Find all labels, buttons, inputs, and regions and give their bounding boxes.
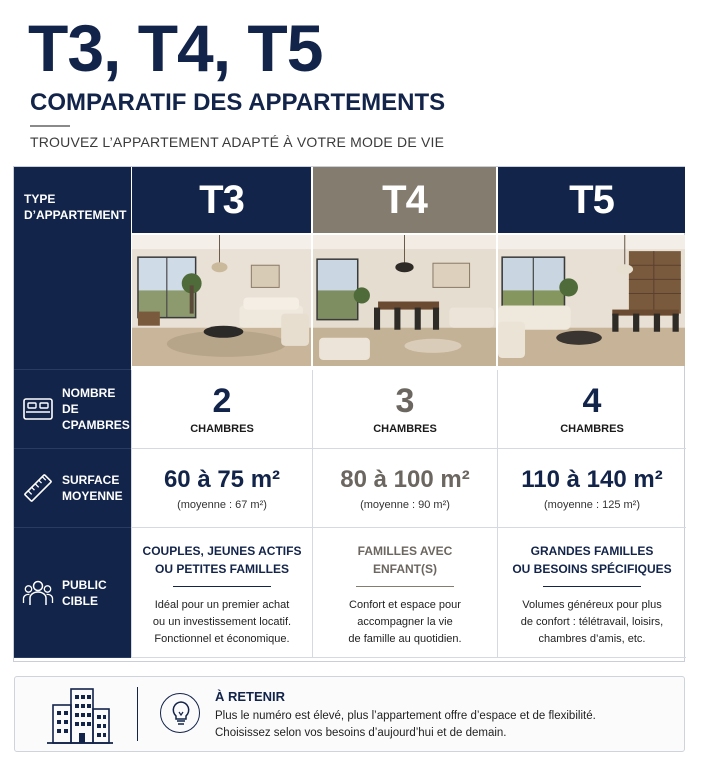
rooms-cell-t5 xyxy=(497,370,686,449)
title-divider xyxy=(30,125,70,127)
bed-icon xyxy=(22,393,54,425)
surface-range: 80 à 100 m² xyxy=(340,466,470,493)
retain-text-line1: Plus le numéro est élevé, plus l’appartement offre d’espace et de flexibilité. xyxy=(215,710,596,722)
audience-title-line1: GRANDES FAMILLES xyxy=(530,544,654,558)
audience-title-line1: FAMILLES AVEC xyxy=(357,544,453,558)
audience-title-line2: OU BESOINS SPÉCIFIQUES xyxy=(512,562,672,576)
audience-desc-line1: Idéal pour un premier achat xyxy=(154,599,290,611)
retain-box xyxy=(14,676,685,752)
surface-average: (moyenne : 90 m²) xyxy=(360,499,450,511)
audience-desc-line3: Fonctionnel et économique. xyxy=(154,633,290,645)
rooms-value: 4 xyxy=(582,382,602,420)
photo-t4 xyxy=(313,235,496,366)
surface-cell-t3 xyxy=(131,449,312,528)
audience-divider xyxy=(356,586,454,587)
surface-range: 60 à 75 m² xyxy=(163,466,281,493)
rooms-label-line1: NOMBRE xyxy=(62,386,116,400)
building-icon xyxy=(45,685,115,745)
audience-cell-t5 xyxy=(497,528,686,658)
rooms-cell-t4 xyxy=(312,370,497,449)
retain-text-line2: Choisissez selon vos besoins d’aujourd’hui et de demain. xyxy=(215,727,507,739)
lightbulb-icon xyxy=(160,693,200,733)
audience-desc-line2: ou un investissement locatif. xyxy=(152,616,292,628)
rooms-unit: CHAMBRES xyxy=(373,423,437,435)
audience-cell-t4 xyxy=(312,528,497,658)
column-header-t3: T3 xyxy=(132,167,311,233)
retain-divider xyxy=(137,687,138,741)
audience-title-line2: ENFANT(S) xyxy=(373,562,437,576)
type-label-line1: TYPE xyxy=(24,192,56,206)
audience-desc-line3: de famille au quotidien. xyxy=(348,633,462,645)
rooms-cell-t3 xyxy=(131,370,312,449)
audience-label-line2: CIBLE xyxy=(62,593,98,608)
photo-t3 xyxy=(132,235,311,366)
audience-desc-line2: accompagner la vie xyxy=(357,616,453,628)
audience-desc-line3: chambres d’amis, etc. xyxy=(538,633,646,645)
rooms-label-cell xyxy=(14,370,131,449)
surface-cell-t4 xyxy=(312,449,497,528)
type-label-line2: D’APPARTEMENT xyxy=(24,208,127,222)
ruler-icon xyxy=(22,472,54,504)
surface-average: (moyenne : 125 m²) xyxy=(544,499,640,511)
audience-desc-line2: de confort : télétravail, loisirs, xyxy=(520,616,664,628)
comparison-table xyxy=(13,166,685,662)
audience-label-cell xyxy=(14,528,131,658)
rooms-unit: CHAMBRES xyxy=(560,423,624,435)
audience-cell-t3 xyxy=(131,528,312,658)
surface-label-line1: SURFACE xyxy=(62,473,120,487)
audience-divider xyxy=(173,586,271,587)
surface-average: (moyenne : 67 m²) xyxy=(177,499,267,511)
people-icon xyxy=(22,577,54,609)
column-header-t4: T4 xyxy=(313,167,496,233)
rooms-value: 2 xyxy=(212,382,232,420)
tagline: TROUVEZ L’APPARTEMENT ADAPTÉ À VOTRE MODE DE VIE xyxy=(30,134,445,150)
surface-label-cell xyxy=(14,449,131,528)
type-label-cell xyxy=(14,167,131,370)
rooms-unit: CHAMBRES xyxy=(190,423,254,435)
audience-title-line1: COUPLES, JEUNES ACTIFS xyxy=(142,544,302,558)
surface-cell-t5 xyxy=(497,449,686,528)
audience-divider xyxy=(543,586,641,587)
audience-desc-line1: Confort et espace pour xyxy=(349,599,461,611)
retain-title: À RETENIR xyxy=(215,689,286,704)
photo-t5 xyxy=(498,235,685,366)
rooms-value: 3 xyxy=(395,382,415,420)
rooms-label-line2: DE CPAMBRES xyxy=(62,402,130,432)
page-subtitle: COMPARATIF DES APPARTEMENTS xyxy=(30,89,446,116)
surface-range: 110 à 140 m² xyxy=(521,466,663,493)
column-header-t5: T5 xyxy=(498,167,685,233)
audience-title-line2: OU PETITES FAMILLES xyxy=(154,562,289,576)
page-title: T3, T4, T5 xyxy=(28,11,323,85)
audience-label-line1: PUBLIC xyxy=(62,577,107,592)
surface-label-line2: MOYENNE xyxy=(62,489,123,503)
audience-desc-line1: Volumes généreux pour plus xyxy=(522,599,662,611)
